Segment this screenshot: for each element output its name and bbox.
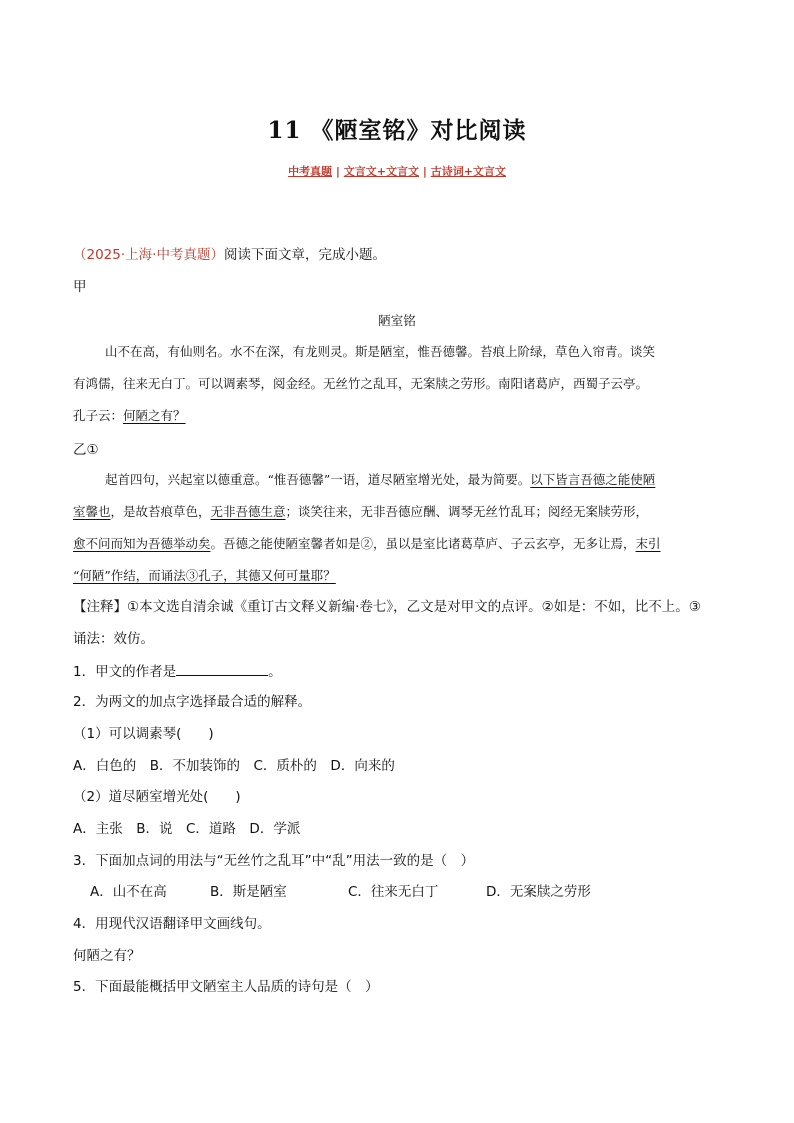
answer-blank[interactable]	[176, 661, 268, 676]
passage-b-line: 起首四句，兴起室以德重意。“惟吾德馨”一语，道尽陋室增光处，最为简要。以下皆言吾德之能使陋	[105, 472, 656, 487]
question-intro: （2025·上海·中考真题）阅读下面文章，完成小题。	[73, 247, 386, 263]
question-5: 5．下面最能概括甲文陋室主人品质的诗句是（ ）	[73, 979, 379, 995]
label-yi: 乙①	[73, 442, 99, 458]
option-d: D．无案牍之劳形	[486, 884, 591, 900]
underlined-sentence: 何陋之有？	[123, 408, 186, 423]
option-c: C．往来无白丁	[348, 884, 439, 900]
question-2-1: （1）可以调素琴( )	[73, 726, 214, 742]
question-2-2-options: A．主张 B．说 C．道路 D．学派	[73, 821, 301, 837]
question-3: 3．下面加点词的用法与“无丝竹之乱耳”中“乱”用法一致的是（ ）	[73, 853, 475, 869]
question-4: 4．用现代汉语翻译甲文画线句。	[73, 916, 271, 932]
question-2-2: （2）道尽陋室增光处( )	[73, 789, 241, 805]
source-tag: 2025·上海·中考真题	[86, 247, 211, 263]
page-title: 11 《陋室铭》对比阅读	[267, 117, 527, 144]
question-2: 2．为两文的加点字选择最合适的解释。	[73, 694, 312, 710]
option-b: B．斯是陋室	[210, 884, 287, 900]
option-a: A．山不在高	[90, 884, 167, 900]
notes-line: 【注释】①本文选自清余诚《重订古文释义新编·卷七》，乙文是对甲文的点评。②如是：不如，比不上。③	[73, 599, 701, 615]
notes-line: 诵法：效仿。	[73, 631, 154, 647]
passage-a-line: 有鸿儒，往来无白丁。可以调素琴，阅金经。无丝竹之乱耳，无案牍之劳形。南阳诸葛庐，西蜀子云亭。	[73, 376, 649, 391]
label-jia: 甲	[73, 279, 87, 295]
passage-a-line: 山不在高，有仙则名。水不在深，有龙则灵。斯是陋室，惟吾德馨。苔痕上阶绿，草色入帘青。谈笑	[105, 344, 656, 359]
passage-a-title: 陋室铭	[378, 313, 416, 328]
question-2-1-options: A．白色的 B．不加装饰的 C．质朴的 D．向来的	[73, 758, 395, 774]
question-4-sentence: 何陋之有？	[73, 948, 141, 964]
tag-exam: 中考真题	[288, 165, 333, 178]
question-1: 1．甲文的作者是 。	[73, 661, 282, 682]
passage-b-line: “何陋”作结，而诵法③孔子，其德又何可量耶？	[73, 568, 336, 583]
tag-wenyan: 文言文+文言文	[343, 165, 419, 178]
passage-b-line: 愈不问而知为吾德举动矣。吾德之能使陋室馨者如是②，虽以是室比诸葛草庐、子云玄亭，无多让焉，末引	[73, 536, 661, 551]
passage-b-line: 室馨也，是故苔痕草色，无非吾德生意；谈笑往来，无非吾德应酬、调琴无丝竹乱耳；阅经无案牍劳形，	[73, 504, 649, 519]
tag-poetry: 古诗词+文言文	[430, 165, 506, 178]
subtitle-tags: 中考真题 | 文言文+文言文 | 古诗词+文言文	[288, 165, 506, 178]
passage-a-line: 孔子云：何陋之有？	[73, 408, 186, 423]
